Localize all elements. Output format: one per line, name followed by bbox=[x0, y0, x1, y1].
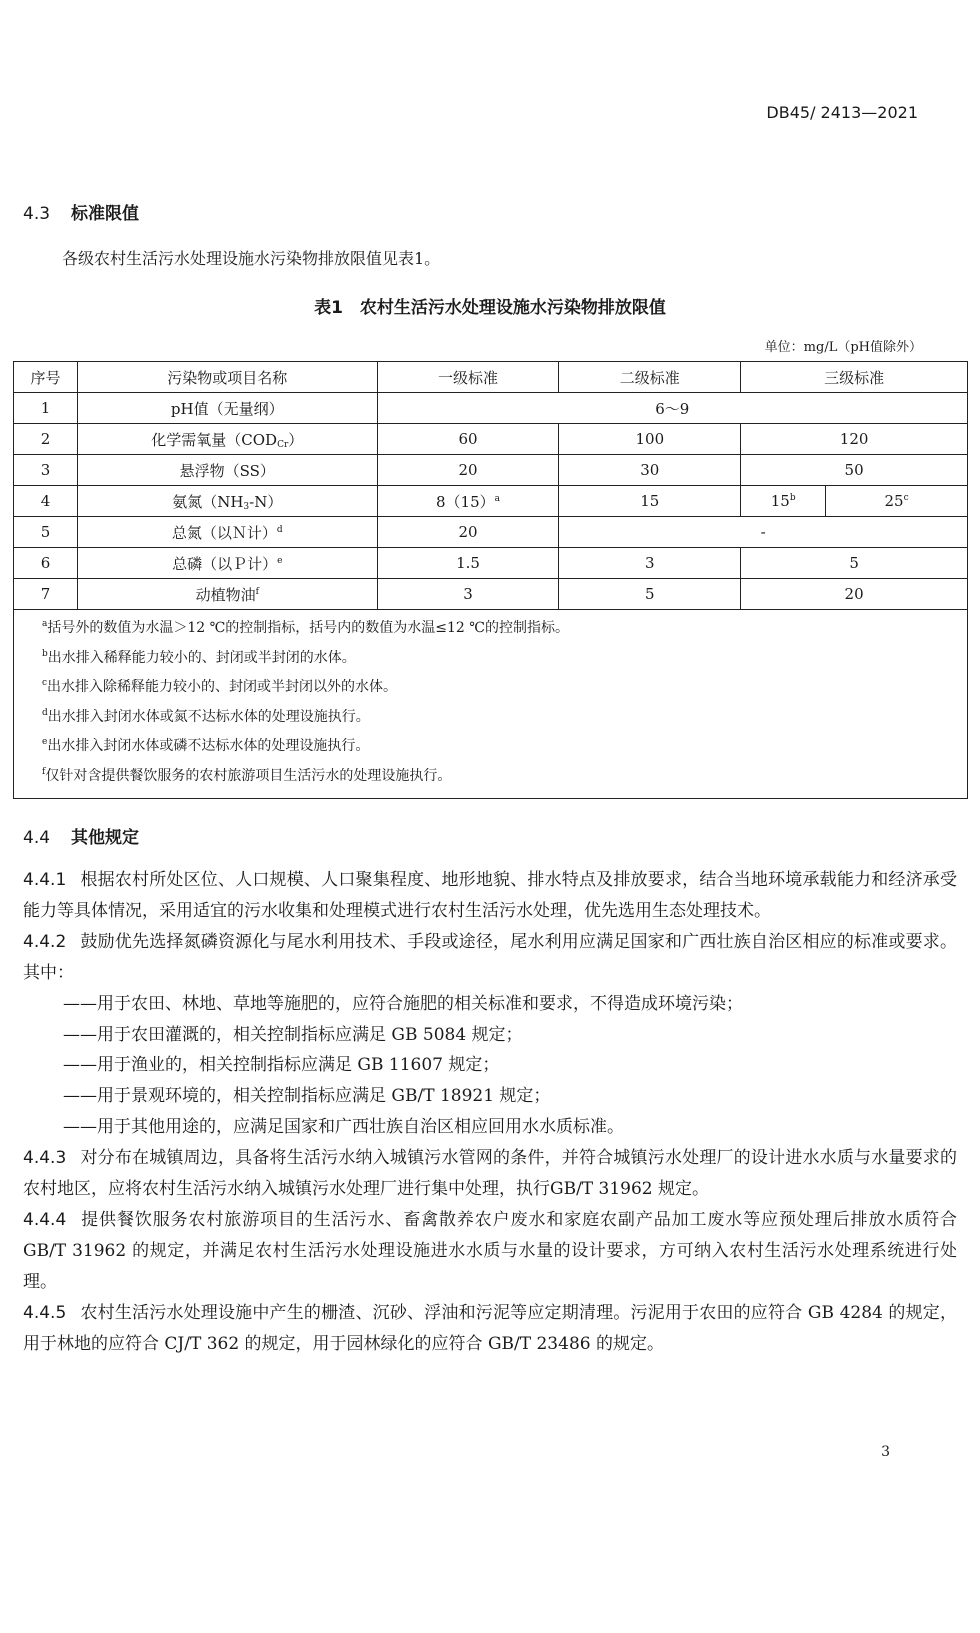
table-row bbox=[14, 486, 968, 517]
table-caption: 表1 农村生活污水处理设施水污染物排放限值 bbox=[314, 298, 666, 318]
table-note: $^e$出水排入封闭水体或磷不达标水体的处理设施执行。 bbox=[42, 737, 370, 755]
clause-4-4-1: 4.4.1 根据农村所处区位、人口规模、人口聚集程度、地形地貌、排水特点及排放要求，结合当地环境承载能力和经济承受能力等具体情况，采用适宜的污水收集和处理模式进行农村生活污水处理，优先选用生态处理技术。 bbox=[23, 870, 957, 921]
pollutant-name: 化学需氧量$(COD_{Cr})$ bbox=[77, 424, 377, 455]
limit-value: 20 bbox=[377, 517, 559, 548]
limit-value: 1.5 bbox=[377, 548, 559, 579]
header-cell: 二级标准 bbox=[559, 362, 741, 393]
table-notes-row bbox=[14, 610, 968, 799]
list-item: ——用于渔业的，相关控制指标应满足 GB 11607 规定； bbox=[63, 1055, 500, 1076]
list-item: ——用于景观环境的，相关控制指标应满足 GB/T 18921 规定； bbox=[63, 1086, 551, 1107]
section-intro: 各级农村生活污水处理设施水污染物排放限值见表1。 bbox=[62, 249, 441, 268]
section-4-4-heading bbox=[23, 823, 139, 848]
row-number: 6 bbox=[14, 548, 78, 579]
page-number: 3 bbox=[881, 1444, 890, 1460]
header-cell: 污染物或项目名称 bbox=[77, 362, 377, 393]
row-number: 1 bbox=[14, 393, 78, 424]
row-number: 2 bbox=[14, 424, 78, 455]
limit-value: 3 bbox=[377, 579, 559, 610]
table-row bbox=[14, 548, 968, 579]
limit-value: 5 bbox=[559, 579, 741, 610]
limit-value: 30 bbox=[559, 455, 741, 486]
table-row bbox=[14, 579, 968, 610]
limit-value: 120 bbox=[741, 424, 968, 455]
table-unit: 单位：mg/L（pH值除外） bbox=[764, 340, 922, 355]
limit-value: 6～9 bbox=[377, 393, 967, 424]
section-title: 标准限值 bbox=[71, 204, 139, 224]
table-row bbox=[14, 393, 968, 424]
table-note: $^a$括号外的数值为水温＞12 ℃的控制指标，括号内的数值为水温≤12 ℃的控制指标。 bbox=[42, 619, 569, 636]
limit-value: 15 bbox=[559, 486, 741, 517]
section-4-3-heading bbox=[23, 199, 139, 224]
emission-limits-table bbox=[13, 361, 968, 799]
header-cell: 三级标准 bbox=[741, 362, 968, 393]
clause-4-4-3: 4.4.3 对分布在城镇周边，具备将生活污水纳入城镇污水管网的条件，并符合城镇污水处理厂的设计进水水质与水量要求的农村地区，应将农村生活污水纳入城镇污水处理厂进行集中处理，执行GB/T 31962 规定。 bbox=[23, 1148, 957, 1200]
clause-4-4-4: 4.4.4 提供餐饮服务农村旅游项目的生活污水、畜禽散养农户废水和家庭农副产品加工废水等应预处理后排放水质符合 GB/T 31962 的规定，并满足农村生活污水处理设施进水水质与水量的设计要求，方可纳入农村生活污水处理系统进行处理。 bbox=[23, 1209, 957, 1292]
section-4-4-body bbox=[23, 865, 957, 1360]
limit-value: $8(15)^a$ bbox=[377, 486, 559, 517]
table-notes bbox=[14, 610, 968, 799]
table-note: $^f$仅针对含提供餐饮服务的农村旅游项目生活污水的处理设施执行。 bbox=[42, 766, 452, 784]
table-note: $^b$出水排入稀释能力较小的、封闭或半封闭的水体。 bbox=[42, 648, 356, 666]
section-number: 4.3 bbox=[23, 204, 51, 224]
pollutant-name: 氨氮$(NH_3-N)$ bbox=[77, 486, 377, 517]
clause-4-4-2: 4.4.2 鼓励优先选择氮磷资源化与尾水利用技术、手段或途径，尾水利用应满足国家和广西壮族自治区相应的标准或要求。其中： bbox=[23, 931, 957, 983]
pollutant-name: 总磷（以Ｐ计）$^e$ bbox=[77, 548, 377, 579]
document-code: DB45/ 2413—2021 bbox=[766, 103, 918, 122]
pollutant-name: 总氮（以Ｎ计）$^d$ bbox=[77, 517, 377, 548]
limit-value: 5 bbox=[741, 548, 968, 579]
section-title: 其他规定 bbox=[71, 828, 139, 848]
header-cell: 序号 bbox=[14, 362, 78, 393]
table-row bbox=[14, 455, 968, 486]
row-number: 7 bbox=[14, 579, 78, 610]
table-row bbox=[14, 424, 968, 455]
limit-value: 60 bbox=[377, 424, 559, 455]
row-number: 5 bbox=[14, 517, 78, 548]
clause-4-4-5: 4.4.5 农村生活污水处理设施中产生的栅渣、沉砂、浮油和污泥等应定期清理。污泥用于农田的应符合 GB 4284 的规定，用于林地的应符合 CJ/T 362 的规定，用于园林绿化的应符合 GB/T 23486 的规定。 bbox=[23, 1302, 957, 1354]
list-item: ——用于农田灌溉的，相关控制指标应满足 GB 5084 规定； bbox=[63, 1024, 523, 1045]
row-number: 4 bbox=[14, 486, 78, 517]
header-cell: 一级标准 bbox=[377, 362, 559, 393]
limit-value: 20 bbox=[377, 455, 559, 486]
pollutant-name: pH值（无量纲） bbox=[77, 393, 377, 424]
section-number: 4.4 bbox=[23, 828, 51, 848]
table-row bbox=[14, 517, 968, 548]
limit-value: 20 bbox=[741, 579, 968, 610]
pollutant-name: 悬浮物（SS） bbox=[77, 455, 377, 486]
limit-value: 25$^c$ bbox=[826, 486, 968, 517]
row-number: 3 bbox=[14, 455, 78, 486]
limit-value: 15$^b$ bbox=[741, 486, 826, 517]
limit-value: 3 bbox=[559, 548, 741, 579]
table-note: $^c$出水排入除稀释能力较小的、封闭或半封闭以外的水体。 bbox=[42, 678, 398, 696]
table-header-row bbox=[14, 362, 968, 393]
table-note: $^d$出水排入封闭水体或氮不达标水体的处理设施执行。 bbox=[42, 707, 370, 725]
pollutant-name: 动植物油$^f$ bbox=[77, 579, 377, 610]
limit-value: - bbox=[559, 517, 968, 548]
list-item: ——用于其他用途的，应满足国家和广西壮族自治区相应回用水水质标准。 bbox=[63, 1117, 624, 1138]
list-item: ——用于农田、林地、草地等施肥的，应符合施肥的相关标准和要求，不得造成环境污染； bbox=[63, 993, 743, 1014]
limit-value: 50 bbox=[741, 455, 968, 486]
limit-value: 100 bbox=[559, 424, 741, 455]
